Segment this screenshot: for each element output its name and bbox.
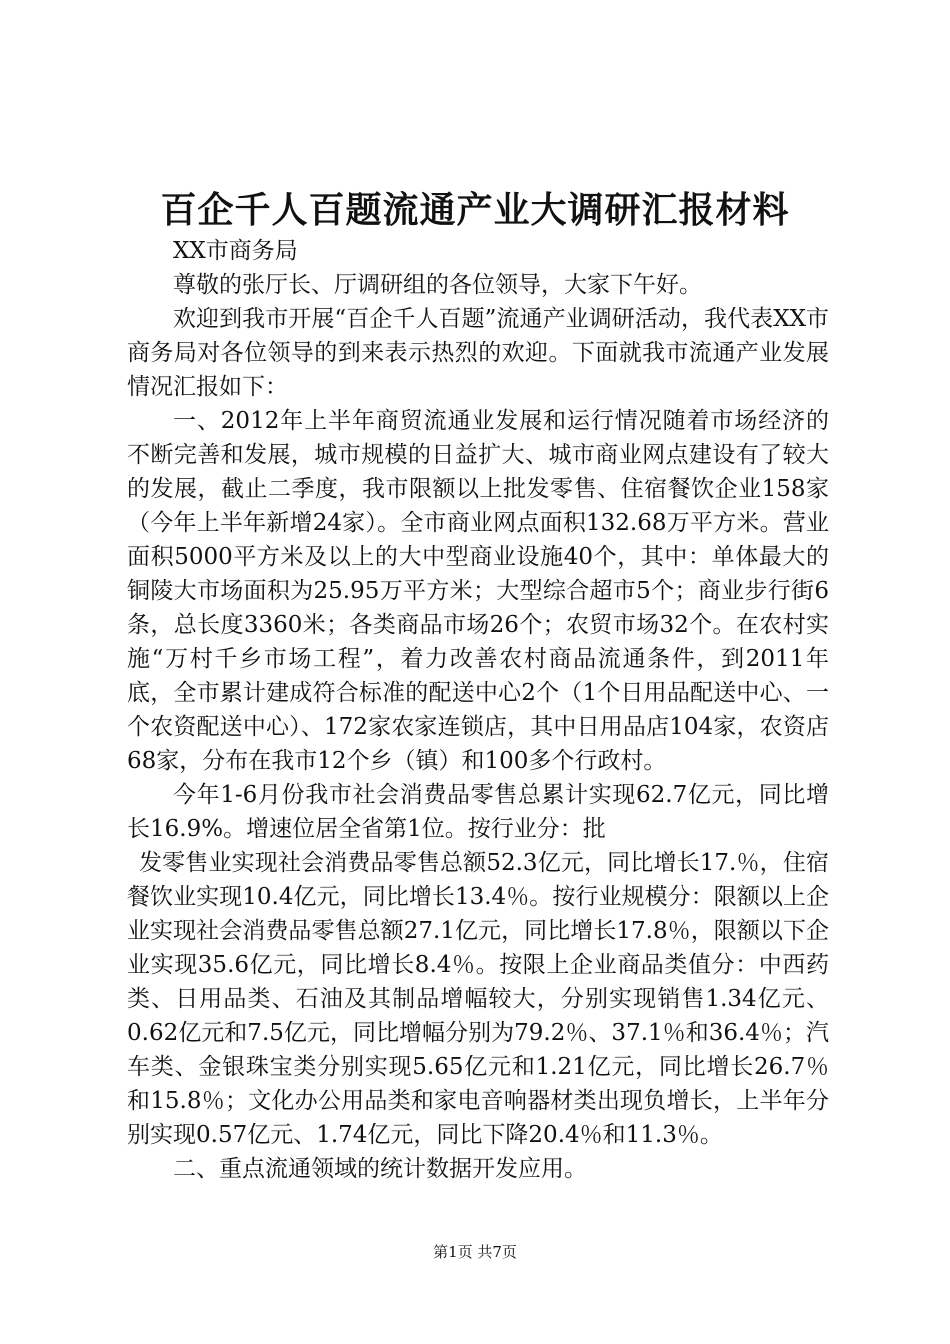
document-body <box>127 234 829 1186</box>
document-title: 百企千人百题流通产业大调研汇报材料 <box>160 189 790 231</box>
paragraph-sales-summary: 今年1-6月份我市社会消费品零售总累计实现62.7亿元，同比增长16.9%。增速位居全省第1位。按行业分：批 <box>127 782 829 842</box>
paragraph-section-two: 二、重点流通领域的统计数据开发应用。 <box>173 1156 587 1182</box>
paragraph-welcome: 欢迎到我市开展“百企千人百题”流通产业调研活动，我代表XX市商务局对各位领导的到来表示热烈的欢迎。下面就我市流通产业发展情况汇报如下： <box>127 306 829 400</box>
paragraph-industry-breakdown: 发零售业实现社会消费品零售总额52.3亿元，同比增长17.％，住宿餐饮业实现10.4亿元，同比增长13.4％。按行业规模分：限额以上企业实现社会消费品零售总额27.1亿元，同比增长17.8％，限额以下企业实现35.6亿元，同比增长8.4％。按限上企业商品类值分：中西药类、日用品类、石油及其制品增幅较大，分别实现销售1.34亿元、0.62亿元和7.5亿元，同比增幅分别为79.2％、37.1％和36.4％；汽车类、金银珠宝类分别实现5.65亿元和1.21亿元，同比增长26.7％和15.8％；文化办公用品类和家电音响器材类出现负增长，上半年分别实现0.57亿元、1.74亿元，同比下降20.4％和11.3％。 <box>127 850 829 1148</box>
page-footer: 第1页 共7页 <box>433 1243 517 1261</box>
paragraph-section-one: 一、2012年上半年商贸流通业发展和运行情况随着市场经济的不断完善和发展，城市规模的日益扩大、城市商业网点建设有了较大的发展，截止二季度，我市限额以上批发零售、住宿餐饮企业158家（今年上半年新增24家）。全市商业网点面积132.68万平方米。营业面积5000平方米及以上的大中型商业设施40个，其中：单体最大的铜陵大市场面积为25.95万平方米；大型综合超市5个；商业步行街6条，总长度3360米；各类商品市场26个；农贸市场32个。在农村实施“万村千乡市场工程”，着力改善农村商品流通条件，到2011年底，全市累计建成符合标准的配送中心2个（1个日用品配送中心、一个农资配送中心）、172家农家连锁店，其中日用品店104家，农资店68家，分布在我市12个乡（镇）和100多个行政村。 <box>127 408 829 774</box>
author-line: XX市商务局 <box>173 238 298 264</box>
paragraph-greeting: 尊敬的张厅长、厅调研组的各位领导，大家下午好。 <box>173 272 702 298</box>
